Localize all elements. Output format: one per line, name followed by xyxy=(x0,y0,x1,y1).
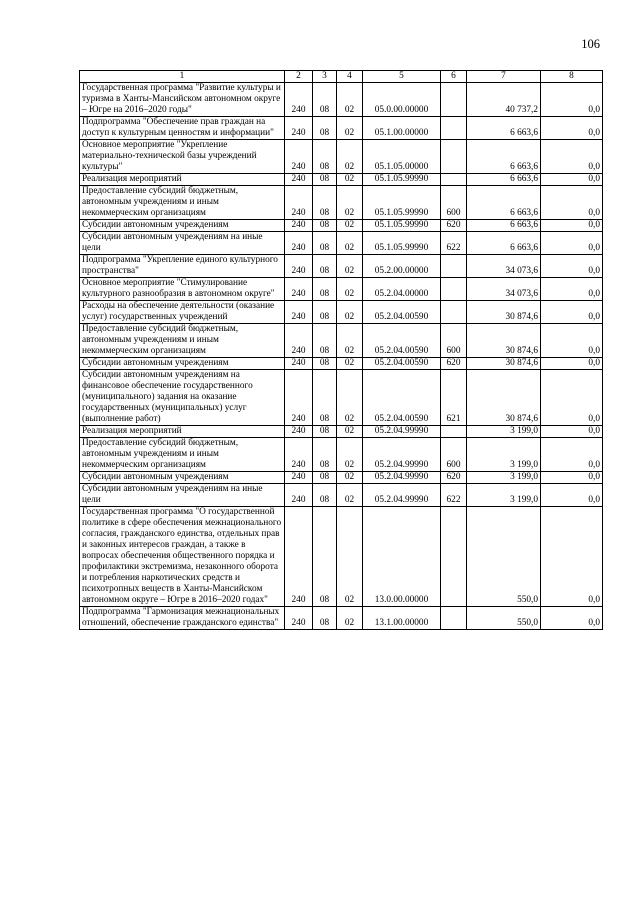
budget-table xyxy=(79,70,603,630)
row-amount-cell: 6 663,6 xyxy=(467,140,541,174)
row-amount-cell: 0,0 xyxy=(541,426,603,438)
row-name-cell: Субсидии автономным учреждениям на финансовое обеспечение государственного (муниципального) задания на оказание государственных (муниципальных) услуг (выполнение работ) xyxy=(80,370,285,426)
row-code-cell: 240 xyxy=(285,220,313,232)
column-header: 1 xyxy=(80,71,285,83)
column-header: 5 xyxy=(363,71,441,83)
row-code-cell: 08 xyxy=(313,220,337,232)
page-number: 106 xyxy=(581,37,600,51)
row-code-cell: 620 xyxy=(441,358,467,370)
row-amount-cell: 0,0 xyxy=(541,83,603,117)
row-code-cell: 240 xyxy=(285,117,313,140)
row-code-cell: 08 xyxy=(313,507,337,607)
row-code-cell: 05.2.00.00000 xyxy=(363,255,441,278)
row-code-cell: 08 xyxy=(313,484,337,507)
table-row xyxy=(80,117,603,140)
table-row xyxy=(80,232,603,255)
row-code-cell: 08 xyxy=(313,438,337,472)
table-row xyxy=(80,174,603,186)
row-code-cell xyxy=(441,301,467,324)
row-amount-cell: 34 073,6 xyxy=(467,255,541,278)
row-amount-cell: 30 874,6 xyxy=(467,358,541,370)
table-row xyxy=(80,472,603,484)
row-amount-cell: 3 199,0 xyxy=(467,426,541,438)
row-name-cell: Подпрограмма "Гармонизация межнациональных отношений, обеспечение гражданского единства" xyxy=(80,607,285,630)
row-code-cell: 08 xyxy=(313,255,337,278)
row-name-cell: Подпрограмма "Обеспечение прав граждан на доступ к культурным ценностям и информации" xyxy=(80,117,285,140)
row-code-cell: 240 xyxy=(285,83,313,117)
row-amount-cell: 0,0 xyxy=(541,484,603,507)
row-code-cell: 08 xyxy=(313,278,337,301)
row-code-cell: 240 xyxy=(285,426,313,438)
row-code-cell: 08 xyxy=(313,472,337,484)
row-amount-cell: 550,0 xyxy=(467,607,541,630)
row-code-cell xyxy=(441,255,467,278)
row-code-cell: 08 xyxy=(313,140,337,174)
column-header: 3 xyxy=(313,71,337,83)
table-row xyxy=(80,278,603,301)
row-code-cell: 02 xyxy=(337,278,363,301)
row-code-cell: 13.0.00.00000 xyxy=(363,507,441,607)
row-amount-cell: 0,0 xyxy=(541,117,603,140)
row-code-cell: 05.1.05.99990 xyxy=(363,220,441,232)
row-amount-cell: 0,0 xyxy=(541,140,603,174)
row-code-cell: 08 xyxy=(313,117,337,140)
row-code-cell: 240 xyxy=(285,438,313,472)
table-row xyxy=(80,186,603,220)
row-amount-cell: 0,0 xyxy=(541,174,603,186)
row-amount-cell: 6 663,6 xyxy=(467,174,541,186)
row-amount-cell: 6 663,6 xyxy=(467,186,541,220)
row-code-cell xyxy=(441,140,467,174)
row-code-cell: 05.2.04.99990 xyxy=(363,426,441,438)
row-code-cell: 05.2.04.00590 xyxy=(363,324,441,358)
row-amount-cell: 0,0 xyxy=(541,472,603,484)
row-code-cell: 08 xyxy=(313,232,337,255)
row-name-cell: Предоставление субсидий бюджетным, автономным учреждениям и иным некоммерческим организациям xyxy=(80,186,285,220)
row-code-cell: 240 xyxy=(285,607,313,630)
row-code-cell: 600 xyxy=(441,186,467,220)
row-code-cell: 02 xyxy=(337,83,363,117)
row-name-cell: Основное мероприятие "Укрепление материально-технической базы учреждений культуры" xyxy=(80,140,285,174)
row-amount-cell: 30 874,6 xyxy=(467,370,541,426)
table-row xyxy=(80,220,603,232)
row-code-cell: 02 xyxy=(337,370,363,426)
row-amount-cell: 30 874,6 xyxy=(467,324,541,358)
row-name-cell: Субсидии автономным учреждениям xyxy=(80,472,285,484)
row-name-cell: Реализация мероприятий xyxy=(80,426,285,438)
row-name-cell: Основное мероприятие "Стимулирование культурного разнообразия в автономном округе" xyxy=(80,278,285,301)
row-code-cell: 05.1.05.00000 xyxy=(363,140,441,174)
row-amount-cell: 30 874,6 xyxy=(467,301,541,324)
row-amount-cell: 550,0 xyxy=(467,507,541,607)
row-amount-cell: 6 663,6 xyxy=(467,232,541,255)
row-code-cell: 02 xyxy=(337,607,363,630)
table-header-row xyxy=(80,71,603,83)
row-code-cell: 02 xyxy=(337,301,363,324)
row-amount-cell: 34 073,6 xyxy=(467,278,541,301)
row-code-cell: 240 xyxy=(285,472,313,484)
row-code-cell: 02 xyxy=(337,484,363,507)
row-code-cell: 02 xyxy=(337,232,363,255)
row-code-cell: 05.1.05.99990 xyxy=(363,186,441,220)
row-code-cell: 02 xyxy=(337,358,363,370)
row-code-cell: 240 xyxy=(285,324,313,358)
row-name-cell: Субсидии автономным учреждениям xyxy=(80,220,285,232)
row-code-cell: 05.2.04.00590 xyxy=(363,301,441,324)
row-code-cell: 622 xyxy=(441,232,467,255)
row-code-cell: 05.2.04.00590 xyxy=(363,358,441,370)
row-code-cell: 05.2.04.99990 xyxy=(363,484,441,507)
table-row xyxy=(80,370,603,426)
row-code-cell: 02 xyxy=(337,472,363,484)
row-amount-cell: 0,0 xyxy=(541,370,603,426)
column-header: 6 xyxy=(441,71,467,83)
row-amount-cell: 0,0 xyxy=(541,301,603,324)
column-header: 2 xyxy=(285,71,313,83)
row-name-cell: Предоставление субсидий бюджетным, автономным учреждениям и иным некоммерческим организациям xyxy=(80,438,285,472)
row-code-cell: 240 xyxy=(285,301,313,324)
row-code-cell: 240 xyxy=(285,140,313,174)
row-amount-cell: 0,0 xyxy=(541,607,603,630)
table-row xyxy=(80,358,603,370)
row-code-cell: 240 xyxy=(285,255,313,278)
row-name-cell: Расходы на обеспечение деятельности (оказание услуг) государственных учреждений xyxy=(80,301,285,324)
row-code-cell: 08 xyxy=(313,301,337,324)
row-code-cell: 02 xyxy=(337,438,363,472)
row-code-cell: 240 xyxy=(285,232,313,255)
row-name-cell: Субсидии автономным учреждениям на иные цели xyxy=(80,232,285,255)
row-code-cell: 240 xyxy=(285,484,313,507)
row-code-cell: 08 xyxy=(313,426,337,438)
row-code-cell: 622 xyxy=(441,484,467,507)
row-code-cell: 02 xyxy=(337,117,363,140)
row-code-cell: 05.2.04.00590 xyxy=(363,370,441,426)
row-code-cell: 08 xyxy=(313,83,337,117)
row-code-cell: 05.2.04.00000 xyxy=(363,278,441,301)
row-code-cell: 02 xyxy=(337,255,363,278)
column-header: 8 xyxy=(541,71,603,83)
row-code-cell: 08 xyxy=(313,607,337,630)
row-code-cell: 13.1.00.00000 xyxy=(363,607,441,630)
row-code-cell: 05.1.05.99990 xyxy=(363,232,441,255)
row-code-cell: 08 xyxy=(313,324,337,358)
row-amount-cell: 0,0 xyxy=(541,186,603,220)
row-code-cell: 05.1.05.99990 xyxy=(363,174,441,186)
row-name-cell: Субсидии автономным учреждениям xyxy=(80,358,285,370)
table-row xyxy=(80,83,603,117)
column-header: 4 xyxy=(337,71,363,83)
row-name-cell: Реализация мероприятий xyxy=(80,174,285,186)
row-amount-cell: 0,0 xyxy=(541,438,603,472)
row-amount-cell: 0,0 xyxy=(541,507,603,607)
table-row xyxy=(80,607,603,630)
row-amount-cell: 6 663,6 xyxy=(467,220,541,232)
row-code-cell: 620 xyxy=(441,472,467,484)
row-code-cell: 08 xyxy=(313,186,337,220)
row-code-cell: 02 xyxy=(337,426,363,438)
row-code-cell: 02 xyxy=(337,507,363,607)
row-code-cell: 620 xyxy=(441,220,467,232)
row-code-cell: 240 xyxy=(285,278,313,301)
row-code-cell: 05.1.00.00000 xyxy=(363,117,441,140)
row-code-cell: 240 xyxy=(285,507,313,607)
row-amount-cell: 3 199,0 xyxy=(467,484,541,507)
row-amount-cell: 0,0 xyxy=(541,220,603,232)
row-code-cell xyxy=(441,607,467,630)
table-row xyxy=(80,426,603,438)
row-code-cell: 02 xyxy=(337,174,363,186)
row-name-cell: Субсидии автономным учреждениям на иные цели xyxy=(80,484,285,507)
row-code-cell: 02 xyxy=(337,324,363,358)
table-row xyxy=(80,438,603,472)
row-amount-cell: 6 663,6 xyxy=(467,117,541,140)
row-code-cell: 02 xyxy=(337,186,363,220)
row-code-cell: 08 xyxy=(313,174,337,186)
table-row xyxy=(80,484,603,507)
row-code-cell: 240 xyxy=(285,186,313,220)
table-row xyxy=(80,140,603,174)
table-row xyxy=(80,255,603,278)
row-name-cell: Государственная программа "О государственной политике в сфере обеспечения межнационального согласия, гражданского единства, отдельных прав и законных интересов граждан, а также в вопросах обеспечения общественного порядка и профилактики экстремизма, незаконного оборота и потребления наркотических средств и психотропных веществ в Ханты-Мансийском автономном округе – Югре в 2016–2020 годах" xyxy=(80,507,285,607)
row-name-cell: Государственная программа "Развитие культуры и туризма в Ханты-Мансийском автономном округе – Югре на 2016–2020 годы" xyxy=(80,83,285,117)
column-header: 7 xyxy=(467,71,541,83)
row-code-cell: 02 xyxy=(337,140,363,174)
row-code-cell xyxy=(441,117,467,140)
row-code-cell: 05.2.04.99990 xyxy=(363,438,441,472)
row-code-cell: 05.2.04.99990 xyxy=(363,472,441,484)
row-amount-cell: 0,0 xyxy=(541,358,603,370)
row-code-cell: 240 xyxy=(285,358,313,370)
row-code-cell: 600 xyxy=(441,438,467,472)
row-amount-cell: 3 199,0 xyxy=(467,438,541,472)
row-code-cell: 08 xyxy=(313,370,337,426)
row-code-cell: 05.0.00.00000 xyxy=(363,83,441,117)
row-name-cell: Предоставление субсидий бюджетным, автономным учреждениям и иным некоммерческим организациям xyxy=(80,324,285,358)
table-row xyxy=(80,301,603,324)
row-code-cell xyxy=(441,507,467,607)
row-code-cell xyxy=(441,426,467,438)
row-code-cell: 02 xyxy=(337,220,363,232)
row-amount-cell: 0,0 xyxy=(541,278,603,301)
row-code-cell xyxy=(441,278,467,301)
table-row xyxy=(80,324,603,358)
row-amount-cell: 0,0 xyxy=(541,324,603,358)
row-amount-cell: 0,0 xyxy=(541,232,603,255)
row-code-cell: 240 xyxy=(285,174,313,186)
row-amount-cell: 0,0 xyxy=(541,255,603,278)
row-code-cell: 08 xyxy=(313,358,337,370)
row-code-cell xyxy=(441,83,467,117)
row-code-cell: 600 xyxy=(441,324,467,358)
row-code-cell: 621 xyxy=(441,370,467,426)
row-amount-cell: 3 199,0 xyxy=(467,472,541,484)
row-amount-cell: 40 737,2 xyxy=(467,83,541,117)
row-code-cell: 240 xyxy=(285,370,313,426)
row-code-cell xyxy=(441,174,467,186)
row-name-cell: Подпрограмма "Укрепление единого культурного пространства" xyxy=(80,255,285,278)
table-row xyxy=(80,507,603,607)
